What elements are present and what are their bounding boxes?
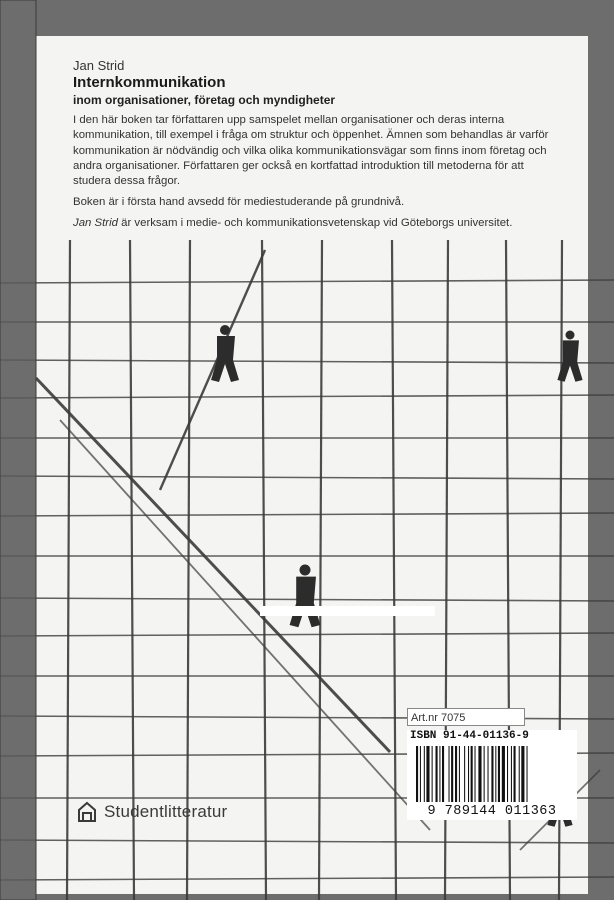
scaffold-pole bbox=[0, 476, 614, 479]
worker-figure bbox=[211, 325, 239, 382]
book-description: I den här boken tar författaren upp samspelet mellan organisationer och deras interna kommunikation, till exempel i fråga om struktur och öppenhet. Ämnen som behandlas är varför kommunikation är nödvändig och vilka olika kommunikationsvägar som finns inom företag och andra organisationer. Författaren ger också en kortfattad introduktion till metoderna för att studera dessa frågor. bbox=[73, 114, 549, 188]
scaffold-pole bbox=[60, 420, 430, 830]
author-bio bbox=[73, 216, 553, 231]
barcode-icon bbox=[416, 746, 568, 802]
book-subtitle: inom organisationer, företag och myndigheter bbox=[73, 93, 336, 107]
scaffold-pole bbox=[319, 240, 322, 900]
scaffold-pole bbox=[0, 840, 614, 843]
scaffold-pole bbox=[0, 360, 614, 363]
isbn-label: ISBN 91-44-01136-9 bbox=[410, 730, 529, 742]
scaffold-pole bbox=[0, 280, 614, 283]
scaffold-pole bbox=[0, 395, 614, 398]
scaffold-pole bbox=[0, 513, 614, 516]
publisher-logo bbox=[76, 801, 227, 823]
ean-number: 9 789144 011363 bbox=[427, 804, 557, 819]
scaffold-pole bbox=[160, 250, 265, 490]
studentlitteratur-logo-icon bbox=[76, 801, 98, 823]
audience-note: Boken är i första hand avsedd för mediestuderande på grundnivå. bbox=[73, 196, 405, 209]
blurb-text-block bbox=[73, 58, 553, 237]
worker-figure bbox=[290, 565, 321, 628]
scaffold-pole bbox=[262, 240, 266, 900]
scaffold-pole bbox=[392, 240, 396, 900]
scaffold-pole bbox=[0, 633, 614, 636]
scaffold-pole bbox=[67, 240, 70, 900]
book-title: Internkommunikation bbox=[73, 74, 226, 91]
scaffold-pole bbox=[0, 877, 614, 880]
article-number: Art.nr 7075 bbox=[407, 708, 525, 726]
author-bio-name: Jan Strid bbox=[73, 217, 118, 230]
scaffold-pole bbox=[36, 378, 390, 752]
isbn-barcode-box bbox=[407, 730, 577, 820]
author-name: Jan Strid bbox=[73, 58, 125, 73]
publisher-name: Studentlitteratur bbox=[104, 802, 228, 821]
author-bio-text: är verksam i medie- och kommunikationsvetenskap vid Göteborgs universitet. bbox=[117, 217, 513, 230]
